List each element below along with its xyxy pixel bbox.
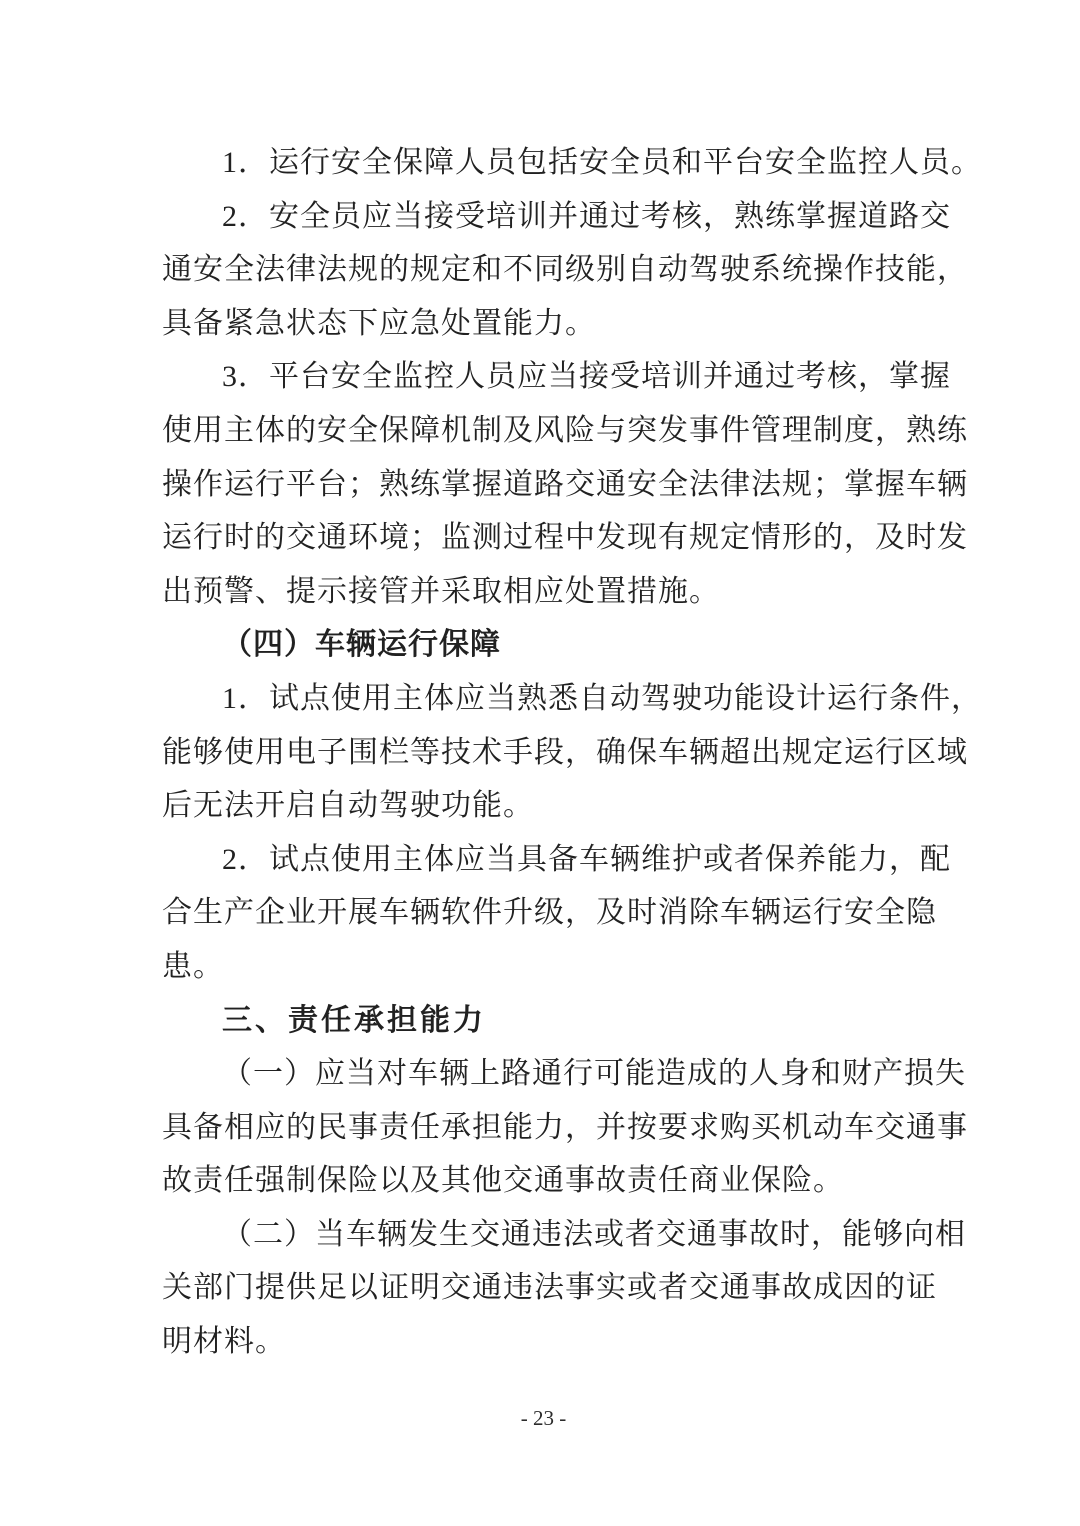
text-line: 具备相应的民事责任承担能力，并按要求购买机动车交通事 bbox=[162, 1110, 968, 1144]
paragraph bbox=[162, 833, 951, 994]
document-body bbox=[162, 136, 982, 1369]
text-line: （二）当车辆发生交通违法或者交通事故时，能够向相 bbox=[222, 1217, 966, 1251]
text-line: 患。 bbox=[162, 949, 224, 983]
paragraph bbox=[162, 190, 968, 351]
page-number: - 23 - bbox=[520, 1406, 567, 1430]
text-line: 操作运行平台；熟练掌握道路交通安全法律法规；掌握车辆 bbox=[162, 467, 968, 501]
paragraph bbox=[162, 672, 982, 833]
text-line: 使用主体的安全保障机制及风险与突发事件管理制度，熟练 bbox=[162, 413, 968, 447]
paragraph bbox=[162, 350, 968, 618]
text-line: 1．试点使用主体应当熟悉自动驾驶功能设计运行条件， bbox=[222, 681, 982, 715]
text-line: 能够使用电子围栏等技术手段，确保车辆超出规定运行区域 bbox=[162, 735, 968, 769]
text-line: 后无法开启自动驾驶功能。 bbox=[162, 789, 534, 823]
section-heading-text: 三、责任承担能力 bbox=[222, 1003, 486, 1037]
text-line: 关部门提供足以证明交通违法事实或者交通事故成因的证 bbox=[162, 1271, 937, 1305]
sub-heading bbox=[162, 618, 925, 672]
text-line: 2．试点使用主体应当具备车辆维护或者保养能力，配 bbox=[222, 842, 951, 876]
section-heading bbox=[162, 994, 925, 1048]
text-line: 通安全法律法规的规定和不同级别自动驾驶系统操作技能， bbox=[162, 253, 968, 287]
paragraph bbox=[162, 1047, 968, 1208]
paragraph bbox=[162, 136, 982, 190]
text-line: 2．安全员应当接受培训并通过考核，熟练掌握道路交 bbox=[222, 199, 951, 233]
text-line: 具备紧急状态下应急处置能力。 bbox=[162, 306, 596, 340]
text-line: 3．平台安全监控人员应当接受培训并通过考核，掌握 bbox=[222, 360, 951, 394]
text-line: 1．运行安全保障人员包括安全员和平台安全监控人员。 bbox=[222, 146, 982, 179]
text-line: 故责任强制保险以及其他交通事故责任商业保险。 bbox=[162, 1164, 844, 1198]
sub-heading-text: （四）车辆运行保障 bbox=[222, 628, 501, 662]
page-footer bbox=[162, 1404, 925, 1432]
text-line: 合生产企业开展车辆软件升级，及时消除车辆运行安全隐 bbox=[162, 896, 937, 930]
text-line: 明材料。 bbox=[162, 1325, 286, 1359]
text-line: 出预警、提示接管并采取相应处置措施。 bbox=[162, 574, 720, 608]
paragraph bbox=[162, 1208, 966, 1369]
text-line: 运行时的交通环境；监测过程中发现有规定情形的，及时发 bbox=[162, 521, 968, 555]
text-line: （一）应当对车辆上路通行可能造成的人身和财产损失 bbox=[222, 1057, 966, 1091]
